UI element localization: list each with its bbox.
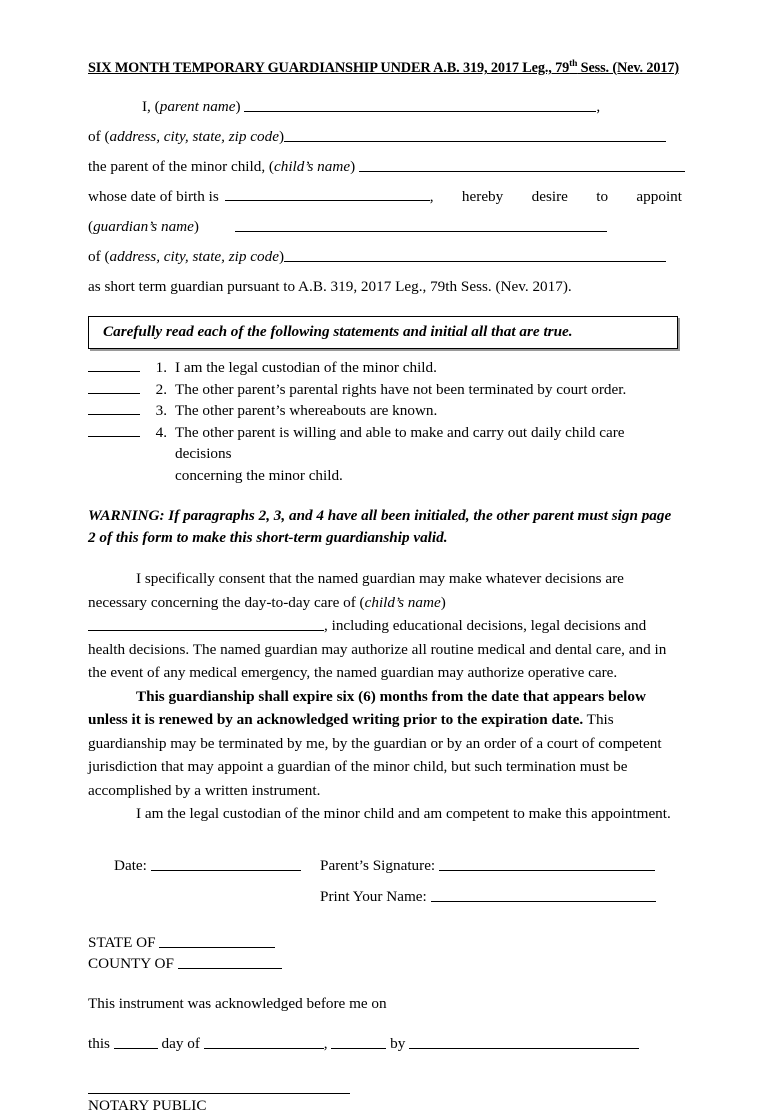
statement-number: 2. — [155, 380, 167, 398]
statement-initial-blank[interactable] — [88, 357, 140, 372]
notary-signature-input-blank[interactable] — [88, 1076, 350, 1094]
child-name-close-paren: ) — [350, 157, 356, 175]
guardian-name-input-blank[interactable] — [235, 217, 607, 232]
parent-signature-field-group — [320, 850, 682, 881]
parent-name-close-paren: ) — [235, 97, 241, 115]
dob-lead: whose date of birth is — [88, 187, 219, 205]
date-field-group — [88, 850, 320, 881]
by-word: by — [390, 1035, 406, 1053]
expiration-paragraph — [88, 685, 678, 803]
statement-number: 3. — [155, 402, 167, 420]
parent-address-close-paren: ) — [278, 127, 285, 145]
warning-text: WARNING: If paragraphs 2, 3, and 4 have all been initialed, the other parent must sign page 2 of this form to make this short-term guardianship valid. — [88, 507, 672, 546]
statement-continuation-text: concerning the minor child. — [175, 466, 343, 484]
dob-word-appoint: appoint — [636, 187, 682, 205]
notary-public-label: NOTARY PUBLIC — [88, 1097, 207, 1115]
day-of-word: day of — [161, 1035, 200, 1053]
notary-section — [88, 932, 682, 1117]
year-input-blank[interactable] — [331, 1034, 386, 1049]
consent-child-name-placeholder: child’s name — [364, 593, 441, 611]
parent-name-lead: I, ( — [142, 97, 160, 115]
page-title-suffix: Sess. (Nev. 2017) — [577, 60, 679, 76]
guardian-name-lead: ( — [88, 217, 94, 235]
expiration-bold-text: This guardianship shall expire six (6) months from the date that appears below unless it is renewed by an acknowledged writing prior to the expiration date. — [88, 687, 646, 729]
guardian-address-input-blank[interactable] — [284, 247, 666, 262]
statement-number: 4. — [155, 423, 167, 441]
day-lead-word: this — [88, 1035, 110, 1053]
page-title-prefix: SIX MONTH TEMPORARY GUARDIANSHIP UNDER A.B. 319, 2017 Leg., 79 — [88, 60, 570, 76]
statement-text: The other parent’s whereabouts are known. — [175, 402, 438, 420]
page-title-ordinal-suffix: th — [569, 59, 578, 70]
statement-initial-blank[interactable] — [88, 400, 140, 415]
form-line-guardian-address — [88, 242, 682, 272]
print-name-label: Print Your Name: — [320, 887, 427, 905]
guardian-name-close-paren: ) — [193, 217, 199, 235]
parent-name-input-blank[interactable] — [244, 97, 596, 112]
print-name-spacer — [88, 881, 320, 912]
consent-child-name-input-blank[interactable] — [88, 616, 324, 631]
form-line-parent-name — [88, 92, 682, 122]
notary-acknowledged-line: This instrument was acknowledged before me on — [88, 994, 387, 1012]
statement-initial-blank[interactable] — [88, 422, 140, 437]
parent-address-input-blank[interactable] — [284, 127, 666, 142]
parent-signature-input-blank[interactable] — [439, 856, 655, 871]
statement-item — [88, 400, 682, 422]
statements-list — [88, 357, 682, 486]
statement-item — [88, 357, 682, 379]
callout-text: Carefully read each of the following statements and initial all that are true. — [103, 322, 573, 340]
statement-item — [88, 422, 682, 465]
custodian-statement-text: I am the legal custodian of the minor child and am competent to make this appointment. — [136, 805, 671, 823]
form-line-parent-address — [88, 122, 682, 152]
signature-block — [88, 850, 682, 912]
dob-word-to: to — [596, 187, 609, 205]
month-input-blank[interactable] — [204, 1034, 324, 1049]
callout-box — [88, 316, 678, 349]
statement-initial-blank[interactable] — [88, 379, 140, 394]
statement-text: I am the legal custodian of the minor child. — [175, 359, 437, 377]
page-title — [88, 60, 682, 78]
dob-word-hereby: hereby — [461, 187, 504, 205]
child-name-input-blank[interactable] — [359, 157, 685, 172]
consent-part-1: I specifically consent that the named guardian may make whatever decisions are necessary concerning the day-to-day care of ( — [88, 570, 624, 611]
guardian-address-placeholder: address, city, state, zip code — [109, 247, 279, 265]
parent-address-lead: of ( — [88, 127, 110, 145]
form-line-child-name — [88, 152, 682, 182]
guardian-address-close-paren: ) — [278, 247, 285, 265]
child-name-lead: the parent of the minor child, ( — [88, 157, 274, 175]
county-input-blank[interactable] — [178, 954, 282, 969]
print-name-field-group — [320, 881, 682, 912]
parent-name-trailing-comma: , — [596, 97, 601, 115]
statement-text: The other parent’s parental rights have not been terminated by court order. — [175, 380, 627, 398]
state-label: STATE OF — [88, 933, 156, 951]
statement-text: The other parent is willing and able to make and carry out daily child care decisions — [175, 423, 625, 463]
county-label: COUNTY OF — [88, 955, 174, 973]
parent-address-placeholder: address, city, state, zip code — [109, 127, 279, 145]
form-line-date-of-birth — [88, 182, 682, 212]
parent-signature-label: Parent’s Signature: — [320, 856, 436, 874]
date-label: Date: — [114, 856, 147, 874]
guardian-name-placeholder: guardian’s name — [93, 217, 194, 235]
parent-name-placeholder: parent name — [159, 97, 236, 115]
dob-trailing-comma: , — [429, 187, 434, 205]
form-line-guardian-name — [88, 212, 682, 242]
signature-row-date — [88, 850, 682, 881]
acknowledger-name-input-blank[interactable] — [409, 1034, 639, 1049]
day-comma: , — [323, 1035, 328, 1053]
statement-number: 1. — [155, 359, 167, 377]
form-line-short-term-guardian: as short term guardian pursuant to A.B. 319, 2017 Leg., 79th Sess. (Nev. 2017). — [88, 277, 572, 295]
consent-part-2: , including educational decisions, legal decisions and health decisions. The named guardian may authorize all routine medical and dental care, and in the event of any medical emergency, the named guardian may authorize operative care. — [88, 617, 667, 682]
state-input-blank[interactable] — [159, 933, 275, 948]
custodian-statement-paragraph — [88, 802, 678, 826]
notary-day-line — [88, 1030, 682, 1058]
expiration-normal-text: This guardianship may be terminated by me, by the guardian or by an order of a court of competent jurisdiction that may appoint a guardian of the minor child, but such termination must be accomplished by a written instrument. — [88, 711, 662, 799]
signature-row-print-name — [88, 881, 682, 912]
consent-close-paren: ) — [440, 593, 446, 611]
statement-item — [88, 379, 682, 401]
consent-paragraph — [88, 567, 678, 685]
notary-state-line — [88, 932, 682, 954]
child-name-placeholder: child’s name — [274, 157, 351, 175]
dob-input-blank[interactable] — [225, 186, 430, 201]
notary-county-line — [88, 953, 682, 975]
date-input-blank[interactable] — [151, 856, 301, 871]
print-name-input-blank[interactable] — [431, 887, 656, 902]
guardian-address-lead: of ( — [88, 247, 110, 265]
day-input-blank[interactable] — [114, 1034, 158, 1049]
dob-word-desire: desire — [531, 187, 568, 205]
